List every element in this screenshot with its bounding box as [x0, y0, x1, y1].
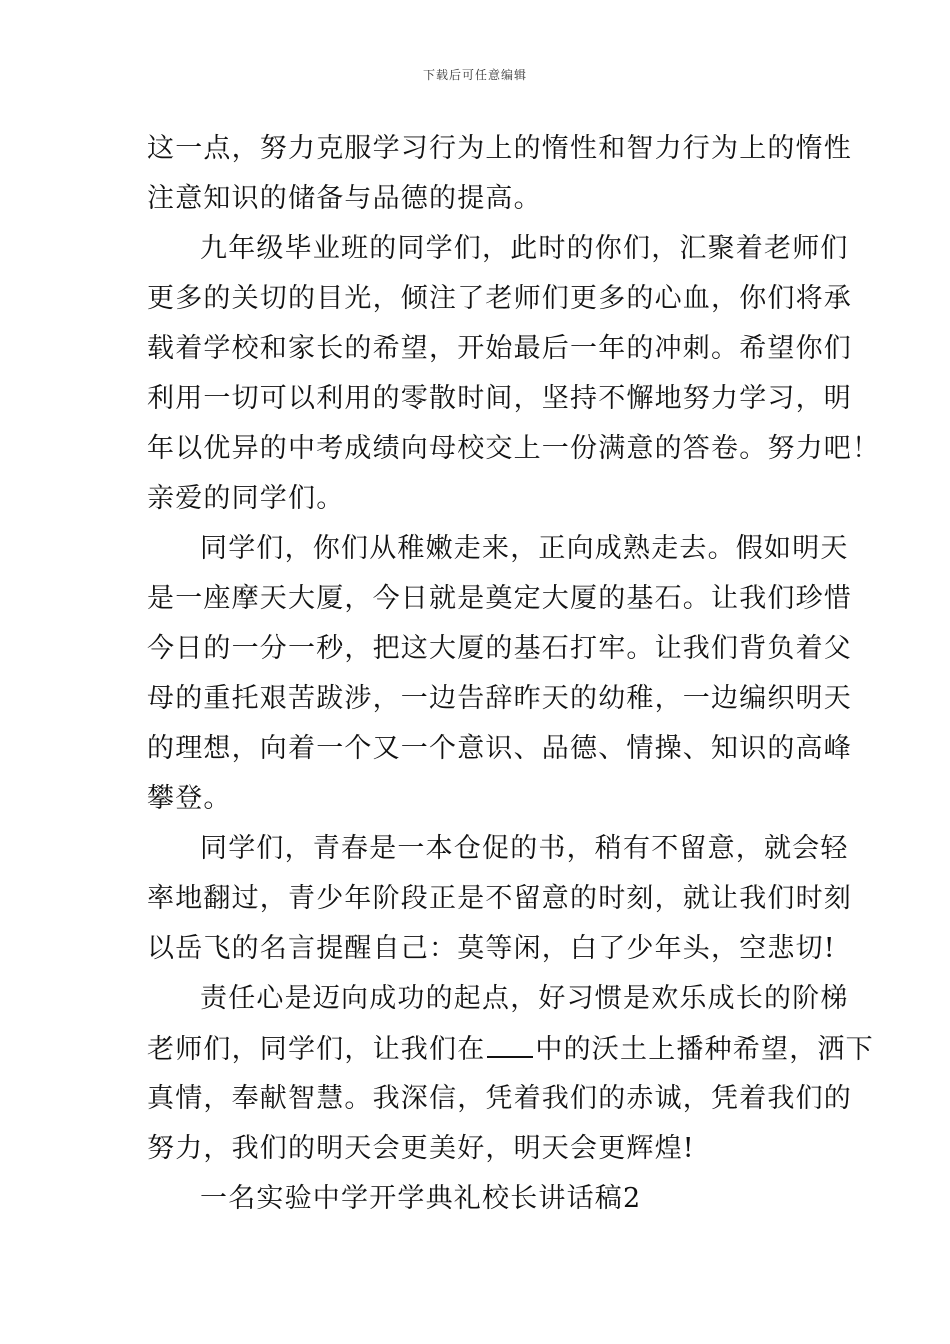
body-line: 这一点，努力克服学习行为上的惰性和智力行为上的惰性 — [147, 133, 852, 164]
line-text-after-blank: 中的沃土上播种希望，洒下 — [535, 1034, 874, 1065]
body-line: 真情，奉献智慧。我深信，凭着我们的赤诚，凭着我们的 — [147, 1083, 852, 1114]
body-line: 年以优异的中考成绩向母校交上一份满意的答卷。努力吧！ — [147, 433, 881, 464]
paragraph-first-line: 同学们，青春是一本仓促的书，稍有不留意，就会轻 — [200, 833, 849, 864]
fill-in-blank — [487, 1032, 533, 1058]
body-line-with-blank — [147, 1032, 874, 1067]
body-line: 载着学校和家长的希望，开始最后一年的冲刺。希望你们 — [147, 333, 852, 364]
body-line: 母的重托艰苦跋涉，一边告辞昨天的幼稚，一边编织明天 — [147, 683, 852, 714]
body-line: 以岳飞的名言提醒自己：莫等闲，白了少年头，空悲切! — [147, 933, 836, 964]
body-line: 亲爱的同学们。 — [147, 483, 345, 514]
paragraph-first-line: 责任心是迈向成功的起点，好习惯是欢乐成长的阶梯 — [200, 983, 849, 1014]
body-line: 攀登。 — [147, 783, 232, 814]
body-line: 更多的关切的目光，倾注了老师们更多的心血，你们将承 — [147, 283, 852, 314]
body-line: 率地翻过，青少年阶段正是不留意的时刻，就让我们时刻 — [147, 883, 852, 914]
section-title: 一名实验中学开学典礼校长讲话稿2 — [200, 1183, 642, 1214]
paragraph-first-line: 同学们，你们从稚嫩走来，正向成熟走去。假如明天 — [200, 533, 849, 564]
body-line: 利用一切可以利用的零散时间，坚持不懈地努力学习，明 — [147, 383, 852, 414]
body-line: 是一座摩天大厦，今日就是奠定大厦的基石。让我们珍惜 — [147, 583, 852, 614]
body-line: 注意知识的储备与品德的提高。 — [147, 183, 542, 214]
paragraph-first-line: 九年级毕业班的同学们，此时的你们，汇聚着老师们 — [200, 233, 849, 264]
body-line: 的理想，向着一个又一个意识、品德、情操、知识的高峰 — [147, 733, 852, 764]
line-text-before-blank: 老师们，同学们，让我们在 — [147, 1034, 486, 1065]
body-line: 努力，我们的明天会更美好，明天会更辉煌! — [147, 1133, 695, 1164]
page-header: 下载后可任意编辑 — [422, 68, 527, 82]
body-line: 今日的一分一秒，把这大厦的基石打牢。让我们背负着父 — [147, 633, 852, 664]
